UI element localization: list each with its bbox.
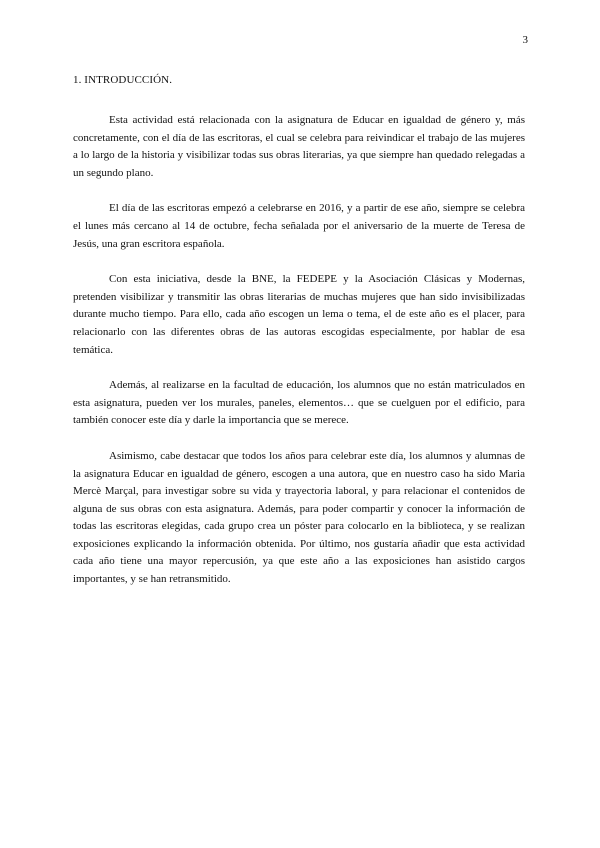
- paragraph-author: Asimismo, cabe destacar que todos los años para celebrar este día, los alumnos y alumnas de la asignatura Educar en igualdad de género, escogen a una autora, que en nuestro caso ha sido Maria Mercè Marçal, para investigar sobre su vida y trayectoria laboral, y para relacionar el contenidos de alguna de sus obras con esta asignatura. Además, para poder compartir y conocer la información de todas las escritoras elegidas, cada grupo crea un póster para colocarlo en la biblioteca, y se realizan exposiciones explicando la información obtenida. Por último, nos gustaría añadir que esta actividad cada año tiene una mayor repercusión, ya que este año a las exposiciones han asistido cargos importantes, y se han retransmitido.: [73, 449, 525, 586]
- page-number: 3: [522, 34, 528, 46]
- paragraph-initiative: Con esta iniciativa, desde la BNE, la FEDEPE y la Asociación Clásicas y Modernas, pretenden visibilizar y transmitir las obras literarias de muchas mujeres que han sido invisibilizadas durante mucho tiempo. Para ello, cada año escogen un lema o tema, el de este año es el placer, para relacionarlo con las diferentes obras de las autoras escogidas especialmente, por hablar de esa temática.: [73, 273, 525, 356]
- body-text: [73, 112, 525, 607]
- paragraph-date: El día de las escritoras empezó a celebrarse en 2016, y a partir de ese año, siempre se celebra el lunes más cercano al 14 de octubre, fecha señalada por el aniversario de la muerte de Teresa de Jesús, una gran escritora española.: [73, 202, 525, 250]
- section-heading: 1. INTRODUCCIÓN.: [73, 74, 173, 86]
- paragraph-faculty: Además, al realizarse en la facultad de educación, los alumnos que no están matriculados en esta asignatura, pueden ver los murales, paneles, elementos… que se cuelguen por el edificio, para también conocer este día y darle la importancia que se merece.: [73, 379, 525, 427]
- paragraph-intro: Esta actividad está relacionada con la asignatura de Educar en igualdad de género y, más concretamente, con el día de las escritoras, el cual se celebra para reivindicar el trabajo de las mujeres a lo largo de la historia y visibilizar todas sus obras literarias, ya que siempre han quedado relegadas a un segundo plano.: [73, 114, 525, 179]
